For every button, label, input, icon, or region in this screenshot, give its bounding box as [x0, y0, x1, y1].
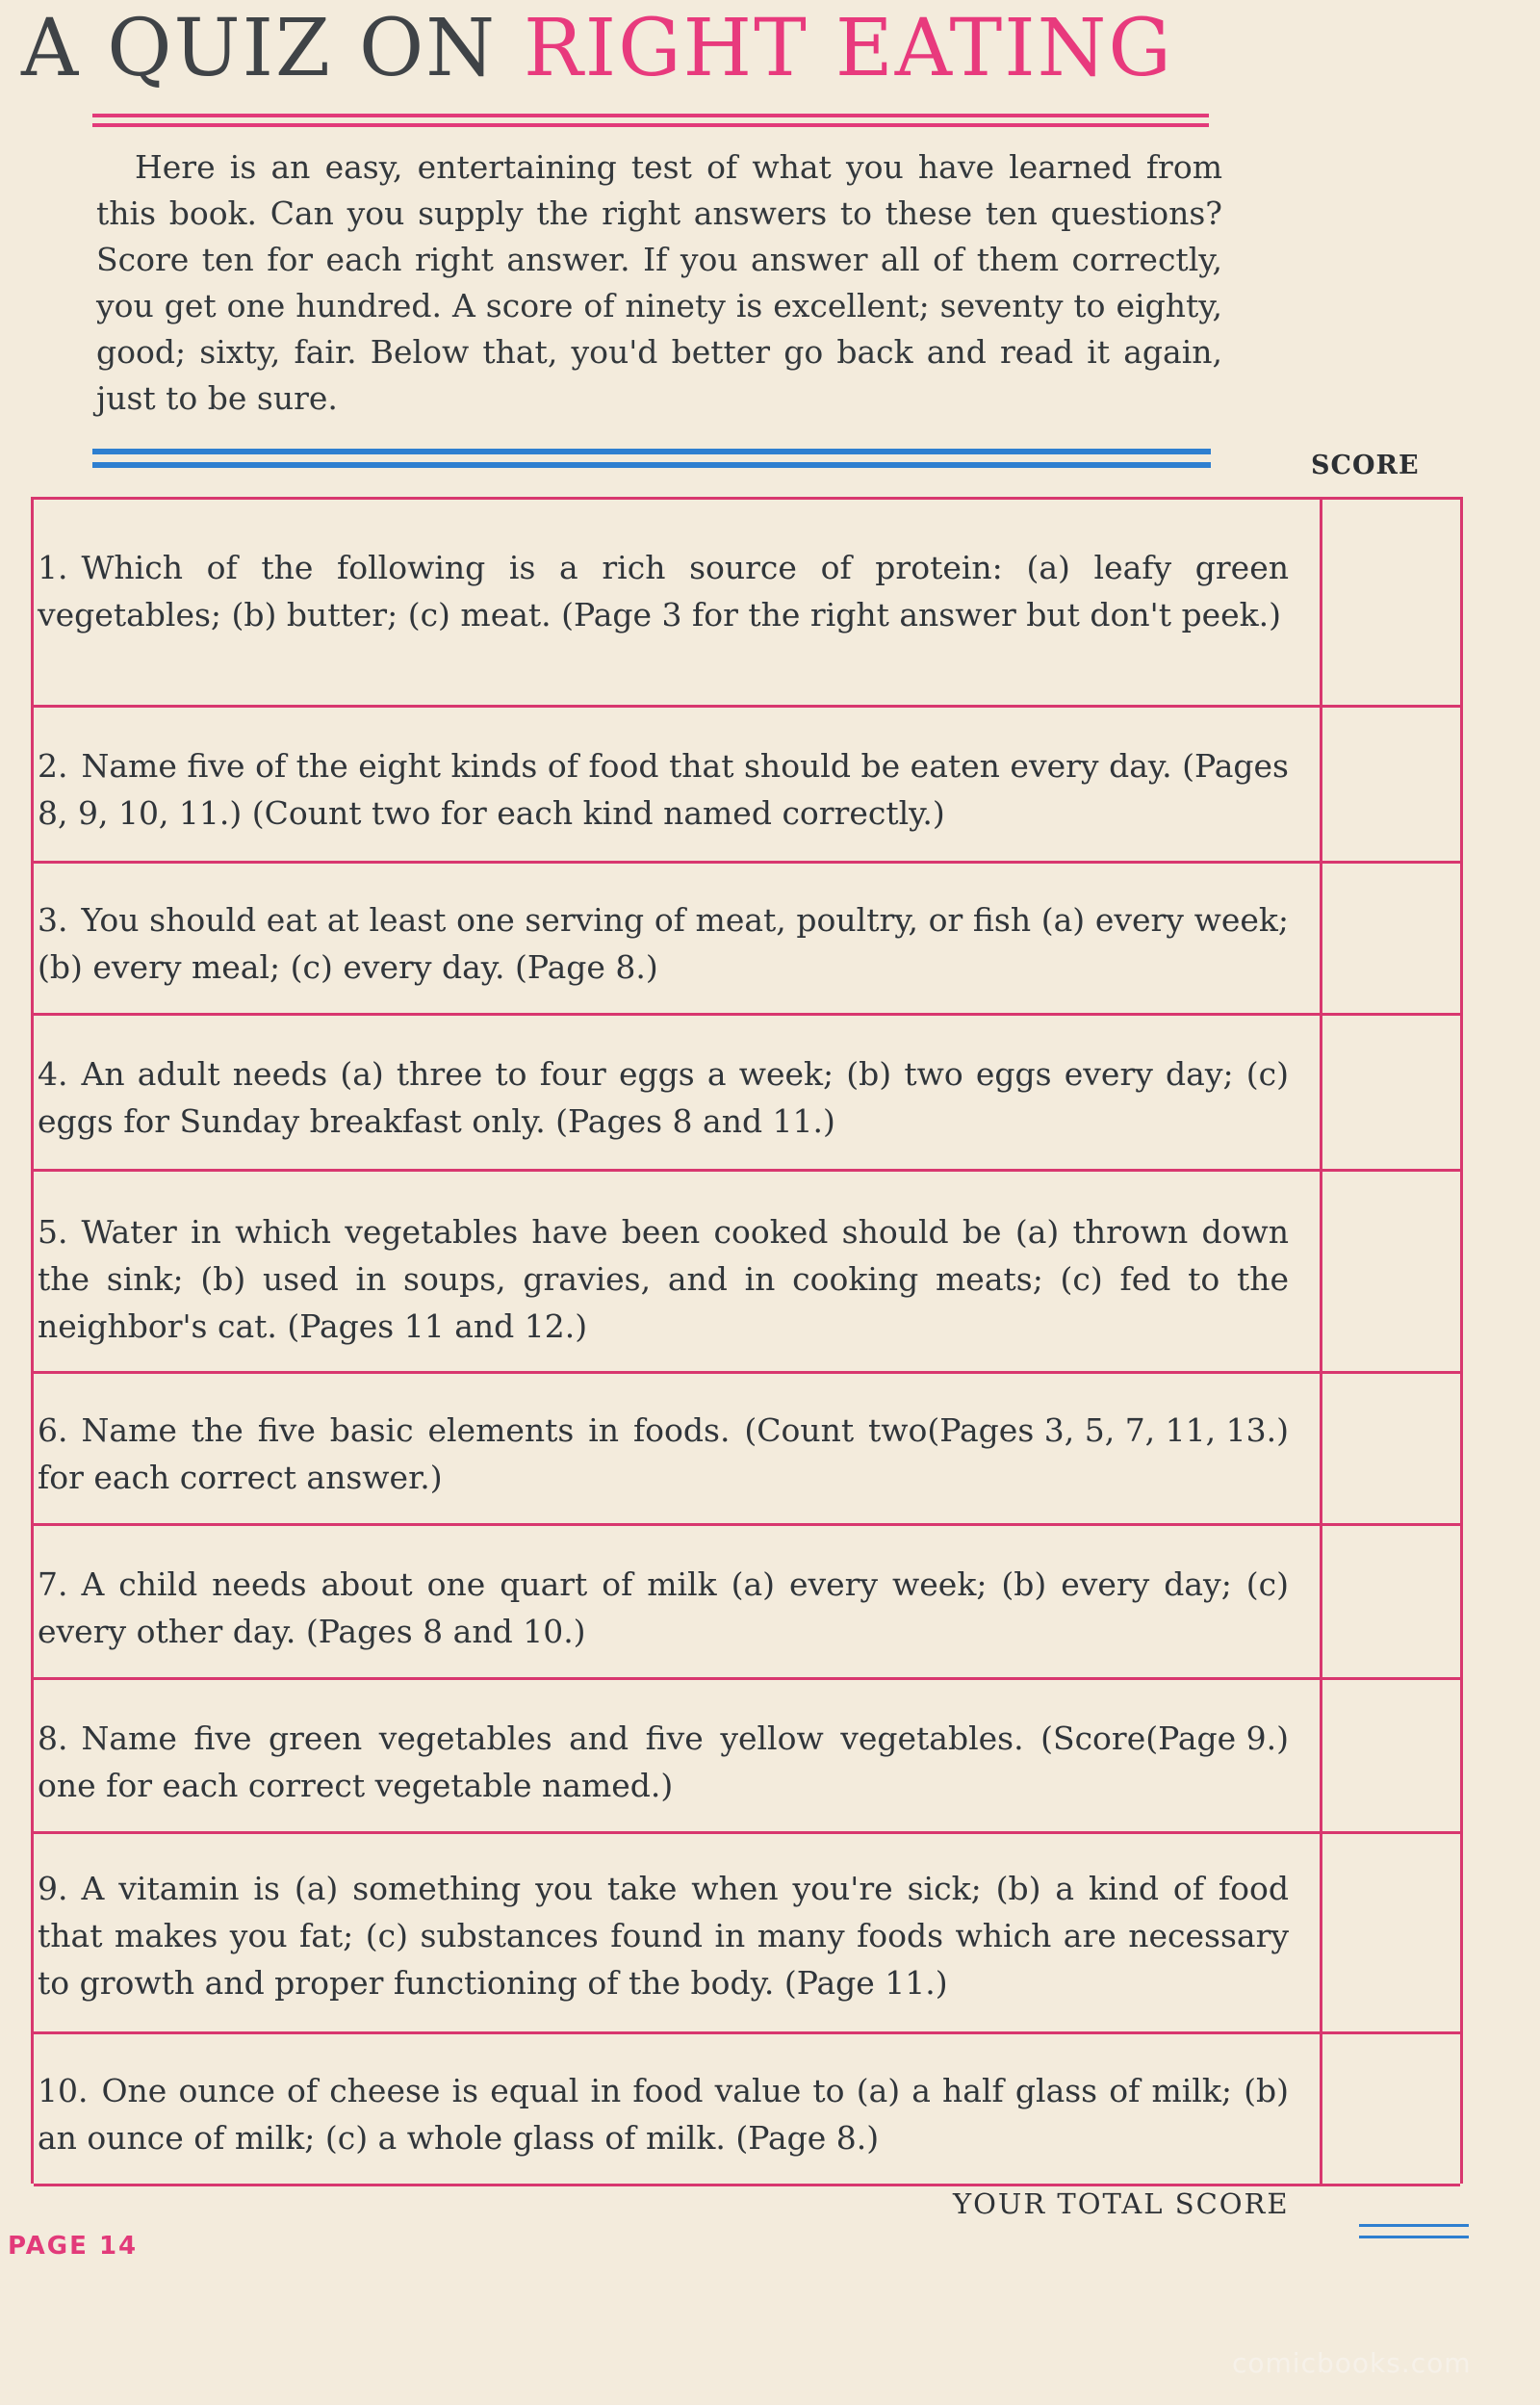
question-text: 5. Water in which vegetables have been cooked should be (a) thrown down the sink; (b) used in soups, gravies, and in cooking meats; (c) fed to the neighbor's cat. (Pages 11 and 12.)	[38, 1213, 1289, 1345]
question-text: 7. A child needs about one quart of milk (a) every week; (b) every day; (c) every other day. (Pages 8 and 10.)	[38, 1565, 1289, 1650]
question-text: 4. An adult needs (a) three to four eggs a week; (b) two eggs every day; (c) eggs for Sunday breakfast only. (Pages 8 and 11.)	[38, 1055, 1289, 1140]
title-part-1: A QUIZ ON	[21, 3, 498, 94]
total-score-line-top	[1359, 2224, 1469, 2227]
question-row-7	[34, 1526, 1460, 1680]
question-row-8	[34, 1680, 1460, 1834]
page-title	[21, 3, 1173, 94]
page-reference: (Pages 3, 5, 7, 11, 13.)	[927, 1411, 1289, 1449]
intro-rule-top	[92, 449, 1211, 454]
question-text: 2. Name five of the eight kinds of food that should be eaten every day. (Pages 8, 9, 10, 11.) (Count two for each kind named correctly.)	[38, 747, 1289, 832]
question-text: (Page 9.) 8. Name five green vegetables and five yellow vegetables. (Score one for each correct vegetable named.)	[38, 1715, 1289, 1809]
score-column-header: SCORE	[1311, 451, 1420, 480]
question-text: (Pages 3, 5, 7, 11, 13.) 6. Name the five basic elements in foods. (Count two for each correct answer.)	[38, 1407, 1289, 1501]
question-row-6	[34, 1374, 1460, 1526]
total-score-line-bottom	[1359, 2236, 1469, 2238]
page-reference: (Page 9.)	[1145, 1720, 1289, 1757]
question-text: 3. You should eat at least one serving of meat, poultry, or fish (a) every week; (b) every meal; (c) every day. (Page 8.)	[38, 901, 1289, 986]
quiz-table	[31, 497, 1463, 2184]
page-number: PAGE 14	[8, 2232, 139, 2261]
intro-paragraph: Here is an easy, entertaining test of what you have learned from this book. Can you supply the right answers to these ten questions? Score ten for each right answer. If you answer all of them correctly, you get one hundred. A score of ninety is excellent; seventy to eighty, good; sixty, fair. Below that, you'd better go back and read it again, just to be sure.	[96, 148, 1222, 417]
question-row-2	[34, 708, 1460, 864]
question-row-3	[34, 864, 1460, 1016]
question-row-9	[34, 1834, 1460, 2034]
intro-rule-bottom	[92, 462, 1211, 468]
question-text: 1. Which of the following is a rich source of protein: (a) leafy green vegetables; (b) butter; (c) meat. (Page 3 for the right answer but don't peek.)	[38, 549, 1289, 634]
title-part-2: RIGHT EATING	[524, 3, 1173, 94]
question-text: 10. One ounce of cheese is equal in food value to (a) a half glass of milk; (b) an ounce of milk; (c) a whole glass of milk. (Page 8.)	[38, 2072, 1289, 2157]
question-row-10	[34, 2034, 1460, 2186]
question-text: 9. A vitamin is (a) something you take when you're sick; (b) a kind of food that makes you fat; (c) substances found in many foods which are necessary to growth and proper functioning of the body. (Page 11.)	[38, 1870, 1289, 2002]
title-rule-bottom	[92, 123, 1209, 127]
title-rule-top	[92, 114, 1209, 117]
question-row-4	[34, 1016, 1460, 1172]
total-score-label: YOUR TOTAL SCORE	[953, 2187, 1290, 2220]
question-row-5	[34, 1172, 1460, 1374]
watermark: comicbooks.com	[1232, 2347, 1472, 2379]
question-row-1	[34, 500, 1460, 708]
